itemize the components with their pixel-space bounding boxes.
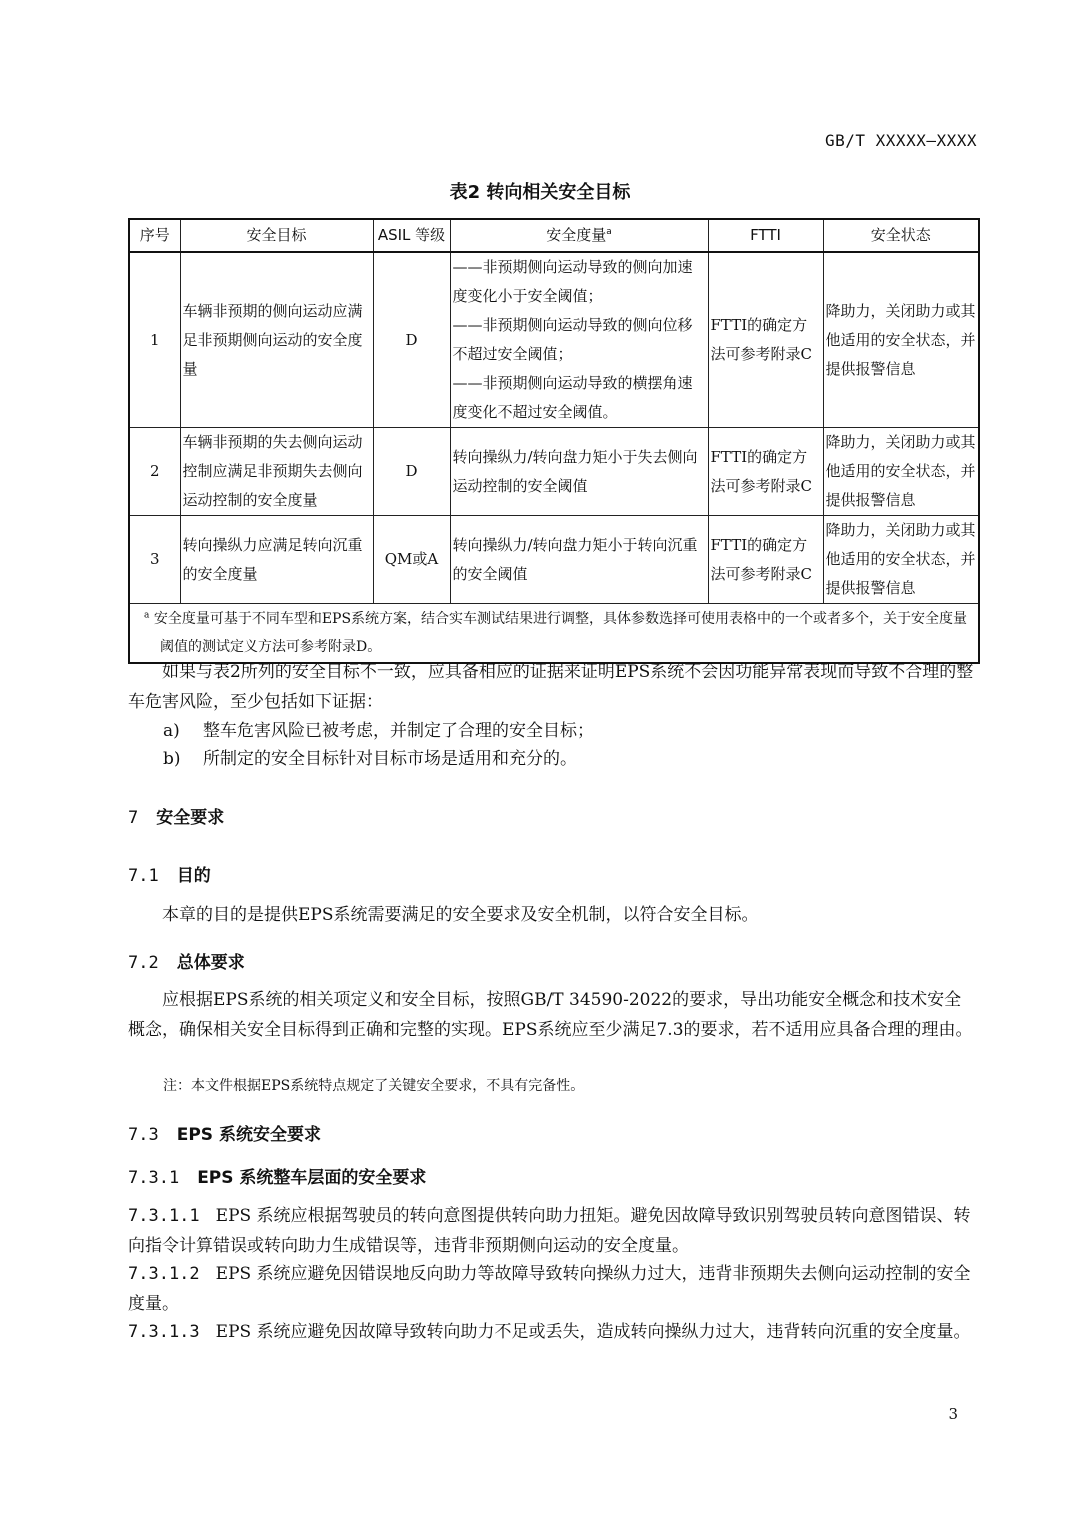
cell-state: 降助力，关闭助力或其他适用的安全状态，并提供报警信息 [823, 252, 979, 428]
page-number: 3 [948, 1405, 958, 1423]
cell-state: 降助力，关闭助力或其他适用的安全状态，并提供报警信息 [823, 428, 979, 516]
cell-asil: D [373, 428, 450, 516]
intro-paragraph: 如果与表2所列的安全目标不一致，应具备相应的证据来证明EPS系统不会因功能异常表现而导致不合理的整车危害风险，至少包括如下证据： [128, 662, 974, 712]
metric-line: ——非预期侧向运动导致的侧向位移不超过安全阈值； [452, 316, 693, 363]
table-title: 表2 转向相关安全目标 [449, 182, 631, 203]
cell-metric [450, 516, 708, 604]
cell-ftti: FTTI的确定方法可参考附录C [708, 516, 823, 604]
footnote-mark: a [606, 227, 612, 237]
cell-ftti: FTTI的确定方法可参考附录C [708, 428, 823, 516]
section-title: 安全要求 [156, 808, 225, 828]
clause-text: EPS 系统应避免因错误地反向助力等故障导致转向操纵力过大，违背非预期失去侧向运动控制的安全度量。 [128, 1264, 971, 1314]
table-footnote-row [129, 604, 979, 664]
clause-number: 7.3.1.2 [128, 1264, 200, 1284]
cell-goal: 转向操纵力应满足转向沉重的安全度量 [180, 516, 373, 604]
list-item [163, 744, 577, 774]
section-title: 总体要求 [176, 953, 245, 973]
section-heading-7-3 [128, 1120, 321, 1145]
table-row [129, 252, 979, 428]
cell-ftti: FTTI的确定方法可参考附录C [708, 252, 823, 428]
col-header-goal: 安全目标 [180, 219, 373, 252]
col-header-state: 安全状态 [823, 219, 979, 252]
metric-line: ——非预期侧向运动导致的横摆角速度变化不超过安全阈值。 [452, 374, 693, 421]
footnote-text: 安全度量可基于不同车型和EPS系统方案，结合实车测试结果进行调整，具体参数选择可使用表格中的一个或者多个，关于安全度量阈值的测试定义方法可参考附录D。 [153, 611, 968, 655]
cell-goal: 车辆非预期的侧向运动应满足非预期侧向运动的安全度量 [180, 252, 373, 428]
cell-state: 降助力，关闭助力或其他适用的安全状态，并提供报警信息 [823, 516, 979, 604]
footnote-mark: a [144, 610, 150, 621]
section-heading-7-3-1 [128, 1163, 426, 1188]
section-number: 7.1 [128, 866, 159, 886]
table-row [129, 516, 979, 604]
clause-7-3-1-2 [128, 1259, 978, 1319]
cell-asil: QM或A [373, 516, 450, 604]
section-number: 7 [128, 808, 139, 828]
clause-text: EPS 系统应避免因故障导致转向助力不足或丢失，造成转向操纵力过大，违背转向沉重的安全度量。 [215, 1322, 971, 1342]
list-item-text: 整车危害风险已被考虑，并制定了合理的安全目标； [203, 721, 594, 741]
list-item-mark: b) [163, 749, 181, 769]
list-item [163, 716, 594, 746]
cell-no: 3 [129, 516, 180, 604]
document-code: GB/T XXXXX—XXXX [825, 131, 977, 150]
cell-goal: 车辆非预期的失去侧向运动控制应满足非预期失去侧向运动控制的安全度量 [180, 428, 373, 516]
cell-no: 1 [129, 252, 180, 428]
section-7-2-text: 应根据EPS系统的相关项定义和安全目标，按照GB/T 34590-2022的要求，导出功能安全概念和技术安全概念，确保相关安全目标得到正确和完整的实现。EPS系统应至少满足7.3的要求，若不适用应具备合理的理由。 [128, 990, 973, 1040]
section-heading-7-1 [128, 861, 211, 886]
col-header-metric [450, 219, 708, 252]
col-header-ftti: FTTI [708, 219, 823, 252]
list-item-mark: a) [163, 721, 180, 741]
metric-line: 转向操纵力/转向盘力矩小于转向沉重的安全阈值 [452, 535, 698, 583]
clause-7-3-1-1 [128, 1201, 978, 1261]
list-item-text: 所制定的安全目标针对目标市场是适用和充分的。 [203, 749, 577, 769]
section-number: 7.3 [128, 1125, 159, 1145]
table-footnote [129, 604, 979, 664]
clause-7-3-1-3 [128, 1317, 978, 1347]
section-7-1-text: 本章的目的是提供EPS系统需要满足的安全要求及安全机制，以符合安全目标。 [162, 905, 759, 925]
table-row [129, 428, 979, 516]
section-heading-7-2 [128, 948, 245, 973]
section-number: 7.3.1 [128, 1168, 180, 1188]
col-header-no: 序号 [129, 219, 180, 252]
section-7-2-note: 注：本文件根据EPS系统特点规定了关键安全要求，不具有完备性。 [163, 1078, 585, 1094]
cell-asil: D [373, 252, 450, 428]
col-header-asil: ASIL 等级 [373, 219, 450, 252]
metric-line: ——非预期侧向运动导致的侧向加速度变化小于安全阈值； [452, 258, 693, 305]
col-header-metric-label: 安全度量 [546, 226, 607, 244]
table-header-row [129, 219, 979, 252]
cell-metric [450, 428, 708, 516]
cell-no: 2 [129, 428, 180, 516]
clause-number: 7.3.1.1 [128, 1206, 200, 1226]
section-number: 7.2 [128, 953, 159, 973]
metric-line: 转向操纵力/转向盘力矩小于失去侧向运动控制的安全阈值 [452, 447, 698, 495]
section-title: 目的 [176, 866, 211, 886]
clause-number: 7.3.1.3 [128, 1322, 200, 1342]
cell-metric [450, 252, 708, 428]
section-title: EPS 系统整车层面的安全要求 [197, 1168, 427, 1188]
safety-goals-table [128, 218, 980, 664]
clause-text: EPS 系统应根据驾驶员的转向意图提供转向助力扭矩。避免因故障导致识别驾驶员转向意图错误、转向指令计算错误或转向助力生成错误等，违背非预期侧向运动的安全度量。 [128, 1206, 971, 1256]
section-title: EPS 系统安全要求 [176, 1125, 321, 1145]
section-heading-7 [128, 803, 224, 828]
